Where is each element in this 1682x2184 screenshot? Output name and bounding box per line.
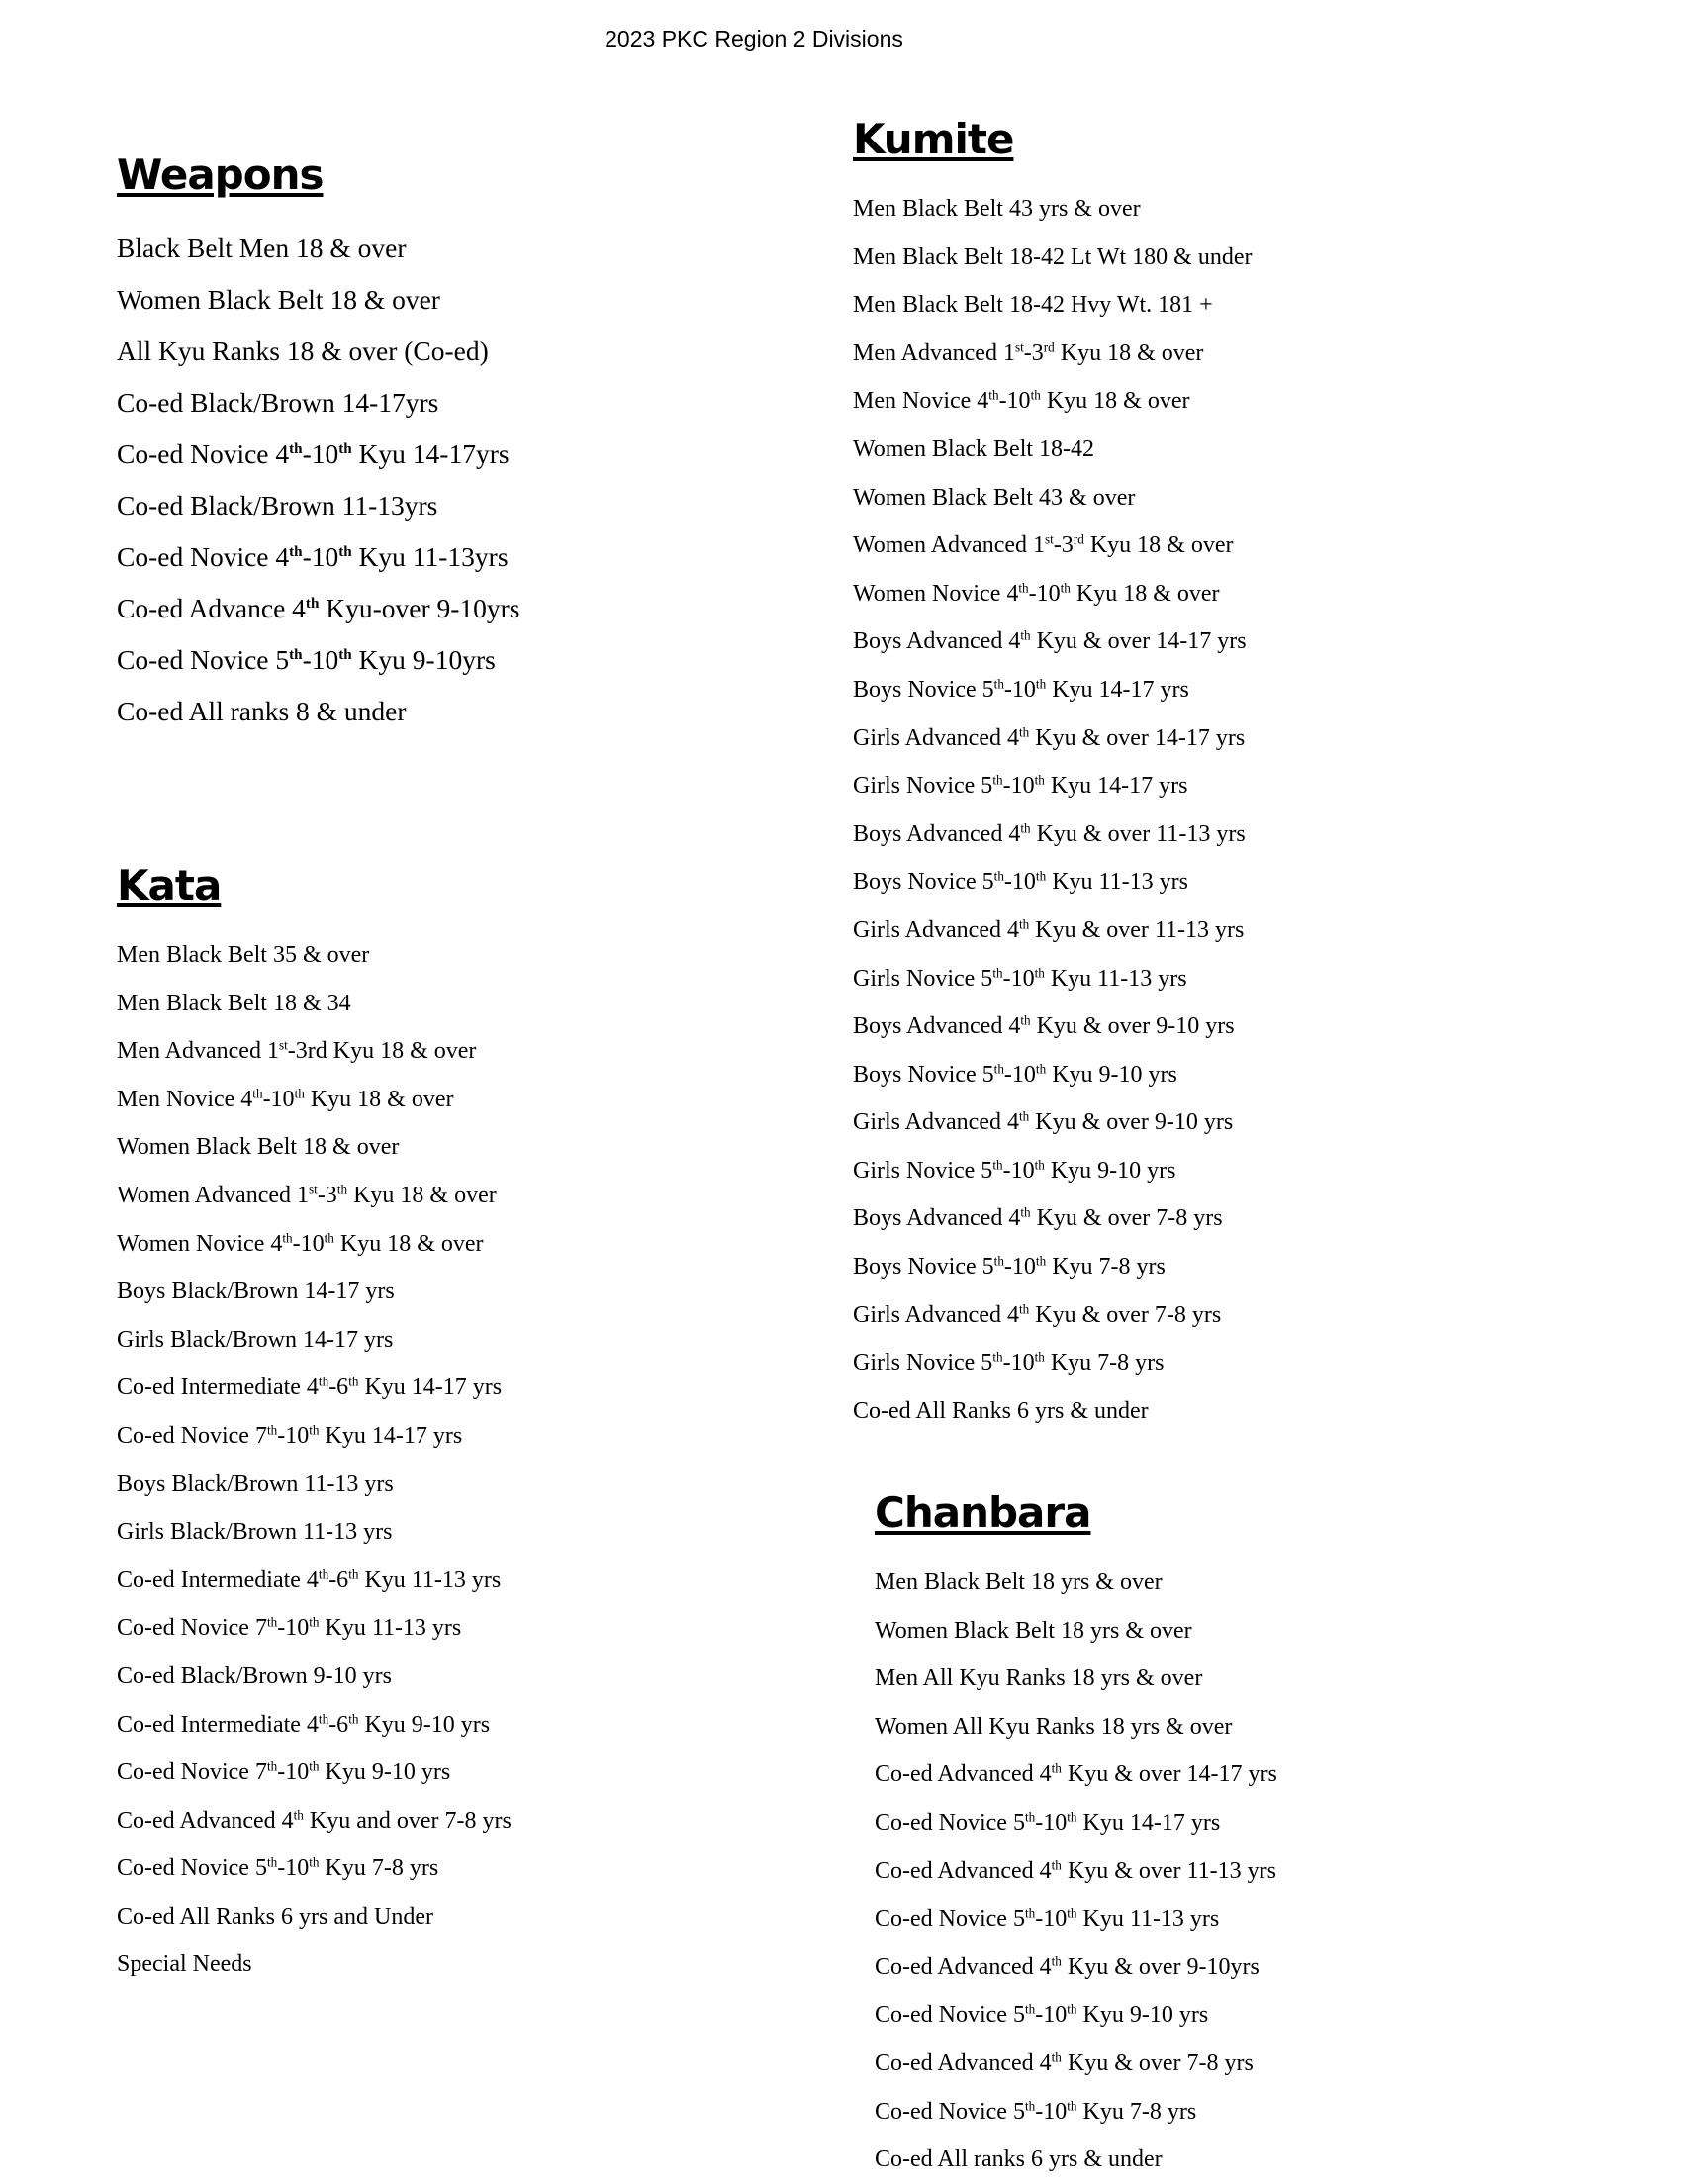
- ordinal-suffix: th: [266, 1422, 278, 1438]
- ordinal-suffix: th: [992, 964, 1003, 980]
- division-item: [117, 1604, 512, 1653]
- ordinal-suffix: th: [1067, 1905, 1077, 1921]
- ordinal-suffix: th: [266, 1854, 278, 1870]
- division-text: Women Black Belt 18 yrs & over: [875, 1617, 1192, 1644]
- division-text: -10: [302, 438, 339, 469]
- division-item: [875, 2040, 1277, 2088]
- division-item: [853, 522, 1253, 570]
- division-item: [117, 326, 520, 377]
- division-item: [117, 1268, 512, 1316]
- chanbara-heading: Chanbara: [875, 1488, 1091, 1537]
- division-text: Boys Advanced 4: [853, 1205, 1021, 1232]
- division-item: [853, 1243, 1253, 1291]
- division-text: -10: [1035, 2002, 1068, 2029]
- ordinal-suffix: st: [1045, 531, 1054, 547]
- division-text: Kyu 14-17yrs: [351, 438, 510, 469]
- division-text: Kyu & over 9-10 yrs: [1029, 1109, 1234, 1136]
- division-text: Kyu 9-10 yrs: [1044, 1157, 1176, 1184]
- division-text: Kyu 9-10yrs: [351, 644, 496, 675]
- division-text: Men Advanced 1: [117, 1038, 279, 1065]
- division-item: [117, 480, 520, 531]
- division-text: Co-ed Black/Brown 11-13yrs: [117, 490, 438, 521]
- ordinal-suffix: th: [1035, 868, 1047, 884]
- ordinal-suffix: th: [318, 1567, 329, 1582]
- ordinal-suffix: th: [1020, 1204, 1031, 1220]
- ordinal-suffix: rd: [1043, 339, 1055, 355]
- division-item: [117, 1461, 512, 1509]
- division-item: [117, 1412, 512, 1461]
- division-text: Co-ed Novice 5: [875, 1906, 1025, 1933]
- division-text: -6: [328, 1375, 349, 1401]
- division-text: Co-ed Intermediate 4: [117, 1375, 319, 1401]
- ordinal-suffix: th: [993, 676, 1004, 692]
- division-text: -10: [1002, 1157, 1035, 1184]
- division-item: [117, 1027, 512, 1076]
- division-item: [853, 1147, 1253, 1195]
- ordinal-suffix: th: [318, 1710, 329, 1726]
- division-item: [853, 474, 1253, 522]
- division-item: [853, 714, 1253, 763]
- division-item: [853, 330, 1253, 378]
- division-text: Kyu 18 & over: [347, 1182, 497, 1208]
- division-item: [853, 377, 1253, 426]
- ordinal-suffix: th: [1067, 2001, 1077, 2017]
- division-item: [117, 583, 520, 634]
- ordinal-suffix: th: [1020, 820, 1031, 836]
- division-text: Boys Advanced 4: [853, 1013, 1021, 1040]
- division-text: Girls Advanced 4: [853, 1109, 1019, 1136]
- ordinal-suffix: th: [992, 772, 1003, 788]
- division-text: Girls Novice 5: [853, 1350, 993, 1377]
- division-item: [875, 1991, 1277, 2040]
- division-text: Co-ed Advanced 4: [875, 1761, 1052, 1788]
- weapons-division-list: [117, 223, 520, 737]
- division-text: -6: [328, 1567, 349, 1593]
- ordinal-suffix: th: [1035, 676, 1047, 692]
- division-item: [875, 1655, 1277, 1703]
- kata-heading: Kata: [117, 861, 222, 909]
- division-text: Co-ed Novice 7: [117, 1759, 267, 1786]
- division-text: Boys Novice 5: [853, 1254, 994, 1281]
- ordinal-suffix: th: [252, 1086, 263, 1101]
- ordinal-suffix: th: [1018, 580, 1029, 596]
- division-item: [875, 1559, 1277, 1607]
- division-text: -10: [1003, 1254, 1036, 1281]
- division-text: Kyu-over 9-10yrs: [319, 593, 520, 623]
- division-item: [117, 1557, 512, 1605]
- division-text: Women All Kyu Ranks 18 yrs & over: [875, 1713, 1233, 1740]
- ordinal-suffix: th: [338, 647, 352, 664]
- ordinal-suffix: rd: [1073, 531, 1084, 547]
- division-text: Men Black Belt 18 & 34: [117, 990, 351, 1016]
- division-text: Women Novice 4: [117, 1230, 283, 1257]
- division-text: Co-ed Black/Brown 9-10 yrs: [117, 1662, 392, 1689]
- division-text: Kyu 9-10 yrs: [1076, 2002, 1209, 2029]
- ordinal-suffix: th: [1034, 964, 1045, 980]
- division-text: Co-ed Advanced 4: [117, 1807, 294, 1834]
- ordinal-suffix: th: [338, 441, 352, 458]
- division-text: Kyu & over 7-8 yrs: [1061, 2049, 1254, 2076]
- division-text: Co-ed Novice 5: [117, 1855, 267, 1882]
- ordinal-suffix: st: [278, 1037, 288, 1053]
- division-text: Kyu 18 & over: [304, 1086, 454, 1112]
- ordinal-suffix: th: [1051, 1760, 1062, 1776]
- division-text: Boys Novice 5: [853, 869, 994, 896]
- ordinal-suffix: th: [348, 1710, 359, 1726]
- ordinal-suffix: th: [336, 1182, 348, 1197]
- division-text: -10: [292, 1230, 325, 1257]
- ordinal-suffix: th: [293, 1807, 304, 1823]
- division-text: Kyu 14-17 yrs: [358, 1375, 503, 1401]
- division-item: [117, 931, 512, 980]
- division-text: -3: [1053, 532, 1074, 559]
- division-text: Co-ed All ranks 8 & under: [117, 696, 407, 726]
- ordinal-suffix: th: [282, 1229, 293, 1245]
- ordinal-suffix: th: [305, 596, 320, 613]
- kata-division-list: [117, 931, 512, 1989]
- division-item: [117, 1364, 512, 1412]
- division-text: Special Needs: [117, 1951, 252, 1978]
- division-text: Co-ed Novice 5: [117, 644, 290, 675]
- division-item: [117, 1941, 512, 1989]
- division-item: [853, 426, 1253, 474]
- ordinal-suffix: th: [318, 1374, 329, 1389]
- division-text: Co-ed Black/Brown 14-17yrs: [117, 387, 439, 418]
- division-text: Kyu 18 & over: [333, 1230, 484, 1257]
- division-text: Co-ed Advanced 4: [875, 1857, 1052, 1884]
- division-item: [117, 1508, 512, 1557]
- division-item: [853, 185, 1253, 234]
- ordinal-suffix: th: [1018, 916, 1030, 932]
- division-text: Kyu & over 14-17 yrs: [1061, 1761, 1277, 1788]
- division-text: Kyu 18 & over: [1040, 388, 1190, 415]
- ordinal-suffix: th: [992, 1349, 1003, 1365]
- division-item: [875, 2088, 1277, 2137]
- division-text: -3: [1023, 339, 1044, 366]
- division-text: Kyu & over 9-10 yrs: [1030, 1013, 1235, 1040]
- division-item: [117, 980, 512, 1028]
- division-item: [875, 1944, 1277, 1992]
- division-text: Men Advanced 1: [853, 339, 1015, 366]
- ordinal-suffix: th: [1018, 723, 1030, 739]
- division-text: Kyu 11-13 yrs: [1044, 965, 1187, 992]
- ordinal-suffix: th: [1018, 1301, 1030, 1317]
- division-text: -10: [1002, 965, 1035, 992]
- division-item: [853, 1387, 1253, 1436]
- ordinal-suffix: th: [1020, 1012, 1031, 1028]
- ordinal-suffix: th: [1024, 2001, 1036, 2017]
- division-text: Boys Novice 5: [853, 676, 994, 703]
- division-item: [117, 274, 520, 326]
- division-text: Men Black Belt 35 & over: [117, 942, 370, 968]
- chanbara-division-list: [875, 1559, 1277, 2184]
- division-text: Girls Novice 5: [853, 965, 993, 992]
- division-text: Co-ed Advanced 4: [875, 1953, 1052, 1980]
- division-item: [853, 955, 1253, 1003]
- division-text: -10: [1035, 1809, 1068, 1836]
- division-item: [853, 1051, 1253, 1099]
- division-item: [875, 1895, 1277, 1944]
- division-text: -10: [1003, 869, 1036, 896]
- ordinal-suffix: th: [289, 441, 303, 458]
- division-item: [853, 617, 1253, 666]
- division-item: [875, 1703, 1277, 1752]
- kumite-heading: Kumite: [853, 115, 1014, 163]
- ordinal-suffix: th: [992, 1157, 1003, 1173]
- ordinal-suffix: th: [1024, 2097, 1036, 2113]
- ordinal-suffix: th: [294, 1086, 305, 1101]
- division-text: Boys Black/Brown 11-13 yrs: [117, 1471, 394, 1497]
- division-text: Kyu 11-13 yrs: [319, 1615, 462, 1642]
- division-item: [117, 1653, 512, 1701]
- division-text: Girls Advanced 4: [853, 724, 1019, 751]
- ordinal-suffix: th: [1051, 1856, 1062, 1872]
- division-text: Co-ed Novice 7: [117, 1422, 267, 1449]
- division-text: Kyu 7-8 yrs: [1046, 1254, 1166, 1281]
- division-text: Kyu 18 & over: [1070, 580, 1220, 607]
- division-item: [117, 1701, 512, 1750]
- division-text: Kyu 7-8 yrs: [319, 1855, 439, 1882]
- ordinal-suffix: th: [993, 1253, 1004, 1269]
- division-text: Kyu 18 & over: [1054, 339, 1204, 366]
- division-text: -10: [277, 1422, 310, 1449]
- ordinal-suffix: th: [1034, 772, 1045, 788]
- division-item: [117, 1172, 512, 1220]
- division-text: Men Black Belt 18-42 Lt Wt 180 & under: [853, 243, 1253, 270]
- division-item: [853, 858, 1253, 906]
- division-item: [853, 906, 1253, 955]
- division-text: -10: [998, 388, 1031, 415]
- ordinal-suffix: th: [1035, 1061, 1047, 1077]
- division-text: Co-ed All Ranks 6 yrs & under: [853, 1397, 1149, 1424]
- division-text: Women Black Belt 18 & over: [117, 1134, 400, 1161]
- division-text: -10: [277, 1615, 310, 1642]
- division-text: Kyu & over 7-8 yrs: [1030, 1205, 1223, 1232]
- ordinal-suffix: st: [309, 1182, 318, 1197]
- division-item: [875, 1607, 1277, 1656]
- division-text: Kyu & over 7-8 yrs: [1029, 1301, 1222, 1328]
- division-item: [853, 234, 1253, 282]
- division-text: Men All Kyu Ranks 18 yrs & over: [875, 1665, 1203, 1692]
- division-item: [853, 666, 1253, 714]
- division-text: -10: [302, 541, 339, 572]
- division-text: -10: [1002, 773, 1035, 800]
- division-text: Boys Advanced 4: [853, 820, 1021, 847]
- division-text: Men Novice 4: [853, 388, 989, 415]
- division-text: Women Black Belt 43 & over: [853, 484, 1136, 511]
- division-text: Co-ed Novice 4: [117, 438, 290, 469]
- division-item: [117, 1316, 512, 1365]
- division-item: [117, 531, 520, 583]
- ordinal-suffix: th: [1018, 1108, 1030, 1124]
- division-item: [853, 1194, 1253, 1243]
- ordinal-suffix: th: [1034, 1349, 1045, 1365]
- division-text: Women Advanced 1: [853, 532, 1046, 559]
- division-item: [853, 1339, 1253, 1387]
- division-text: Men Black Belt 18-42 Hvy Wt. 181 +: [853, 292, 1213, 319]
- division-text: Co-ed Intermediate 4: [117, 1711, 319, 1738]
- division-text: Kyu 9-10 yrs: [358, 1711, 491, 1738]
- division-text: Co-ed All ranks 6 yrs & under: [875, 2146, 1163, 2173]
- ordinal-suffix: th: [988, 387, 999, 403]
- division-text: -10: [1035, 2098, 1068, 2125]
- division-text: Women Advanced 1: [117, 1182, 310, 1208]
- division-text: Women Black Belt 18-42: [853, 435, 1095, 462]
- division-text: Kyu 9-10 yrs: [319, 1759, 451, 1786]
- division-text: Men Novice 4: [117, 1086, 253, 1112]
- division-text: Co-ed Advance 4: [117, 593, 306, 623]
- weapons-heading: Weapons: [117, 150, 324, 199]
- division-text: Co-ed Novice 5: [875, 2002, 1025, 2029]
- ordinal-suffix: th: [266, 1614, 278, 1630]
- ordinal-suffix: th: [338, 544, 352, 561]
- division-text: Co-ed Novice 5: [875, 1809, 1025, 1836]
- kumite-division-list: [853, 185, 1253, 1435]
- division-item: [117, 223, 520, 274]
- division-text: -10: [1003, 676, 1036, 703]
- division-text: -3rd Kyu 18 & over: [287, 1038, 477, 1065]
- division-item: [117, 1220, 512, 1269]
- division-text: Girls Black/Brown 14-17 yrs: [117, 1326, 394, 1353]
- division-text: Girls Advanced 4: [853, 916, 1019, 943]
- division-text: Girls Novice 5: [853, 773, 993, 800]
- division-item: [117, 1749, 512, 1797]
- division-text: Kyu 11-13 yrs: [1046, 869, 1188, 896]
- division-text: -10: [1035, 1906, 1068, 1933]
- division-text: -10: [277, 1855, 310, 1882]
- division-text: Kyu 14-17 yrs: [1046, 676, 1189, 703]
- division-text: Kyu & over 11-13 yrs: [1029, 916, 1245, 943]
- ordinal-suffix: th: [993, 868, 1004, 884]
- ordinal-suffix: th: [993, 1061, 1004, 1077]
- division-text: -10: [302, 644, 339, 675]
- division-item: [853, 1002, 1253, 1051]
- division-text: Boys Advanced 4: [853, 628, 1021, 655]
- ordinal-suffix: th: [1035, 1253, 1047, 1269]
- division-text: Kyu 9-10 yrs: [1046, 1061, 1177, 1088]
- division-text: Kyu 11-13 yrs: [358, 1567, 502, 1593]
- division-text: Kyu 18 & over: [1083, 532, 1234, 559]
- division-text: Kyu & over 14-17 yrs: [1030, 628, 1247, 655]
- division-text: Kyu & over 11-13 yrs: [1030, 820, 1246, 847]
- ordinal-suffix: st: [1014, 339, 1024, 355]
- division-text: Men Black Belt 18 yrs & over: [875, 1569, 1163, 1595]
- ordinal-suffix: th: [348, 1567, 359, 1582]
- ordinal-suffix: th: [309, 1422, 320, 1438]
- division-text: Men Black Belt 43 yrs & over: [853, 196, 1141, 222]
- division-text: Girls Novice 5: [853, 1157, 993, 1184]
- ordinal-suffix: th: [309, 1758, 320, 1774]
- ordinal-suffix: th: [1067, 2097, 1077, 2113]
- division-text: Boys Novice 5: [853, 1061, 994, 1088]
- division-text: Kyu 14-17 yrs: [1076, 1809, 1221, 1836]
- division-item: [853, 281, 1253, 330]
- ordinal-suffix: th: [1051, 2049, 1062, 2065]
- division-text: -10: [277, 1759, 310, 1786]
- ordinal-suffix: th: [1020, 627, 1031, 643]
- division-text: Co-ed All Ranks 6 yrs and Under: [117, 1903, 433, 1930]
- division-item: [853, 810, 1253, 859]
- ordinal-suffix: th: [309, 1854, 320, 1870]
- division-item: [117, 1076, 512, 1124]
- division-text: Co-ed Intermediate 4: [117, 1567, 319, 1593]
- division-item: [875, 1799, 1277, 1848]
- division-text: Black Belt Men 18 & over: [117, 233, 407, 263]
- division-text: All Kyu Ranks 18 & over (Co-ed): [117, 335, 489, 366]
- division-text: Co-ed Advanced 4: [875, 2049, 1052, 2076]
- division-item: [853, 570, 1253, 618]
- division-item: [853, 762, 1253, 810]
- division-text: Girls Advanced 4: [853, 1301, 1019, 1328]
- ordinal-suffix: th: [1067, 1809, 1077, 1825]
- division-text: -10: [1028, 580, 1061, 607]
- division-item: [875, 2136, 1277, 2184]
- division-text: Kyu 11-13 yrs: [1076, 1906, 1220, 1933]
- division-item: [117, 1845, 512, 1893]
- division-text: -10: [262, 1086, 295, 1112]
- division-text: Co-ed Novice 4: [117, 541, 290, 572]
- division-item: [117, 428, 520, 480]
- division-text: Co-ed Novice 7: [117, 1615, 267, 1642]
- division-text: Kyu 7-8 yrs: [1044, 1350, 1165, 1377]
- ordinal-suffix: th: [289, 544, 303, 561]
- division-item: [853, 1098, 1253, 1147]
- division-text: Kyu 11-13yrs: [351, 541, 509, 572]
- ordinal-suffix: th: [1051, 1953, 1062, 1969]
- division-text: Kyu 14-17 yrs: [1044, 773, 1188, 800]
- division-text: Kyu 14-17 yrs: [319, 1422, 463, 1449]
- division-text: Girls Black/Brown 11-13 yrs: [117, 1519, 393, 1546]
- division-text: -10: [1003, 1061, 1036, 1088]
- ordinal-suffix: th: [1060, 580, 1071, 596]
- division-item: [117, 1893, 512, 1942]
- division-text: Kyu 7-8 yrs: [1076, 2098, 1197, 2125]
- division-item: [117, 634, 520, 686]
- division-text: -10: [1002, 1350, 1035, 1377]
- division-text: Kyu & over 9-10yrs: [1061, 1953, 1260, 1980]
- ordinal-suffix: th: [1030, 387, 1041, 403]
- ordinal-suffix: th: [289, 647, 303, 664]
- division-text: Kyu and over 7-8 yrs: [303, 1807, 512, 1834]
- division-text: Kyu & over 11-13 yrs: [1061, 1857, 1276, 1884]
- division-item: [853, 1291, 1253, 1340]
- ordinal-suffix: th: [266, 1758, 278, 1774]
- division-text: Women Novice 4: [853, 580, 1019, 607]
- division-text: Boys Black/Brown 14-17 yrs: [117, 1279, 395, 1305]
- division-text: Women Black Belt 18 & over: [117, 284, 440, 315]
- ordinal-suffix: th: [1024, 1809, 1036, 1825]
- ordinal-suffix: th: [1034, 1157, 1045, 1173]
- ordinal-suffix: th: [1024, 1905, 1036, 1921]
- division-item: [117, 377, 520, 428]
- ordinal-suffix: th: [309, 1614, 320, 1630]
- division-item: [117, 686, 520, 737]
- division-item: [875, 1751, 1277, 1799]
- division-text: Co-ed Novice 5: [875, 2098, 1025, 2125]
- division-text: Kyu & over 14-17 yrs: [1029, 724, 1246, 751]
- division-item: [117, 1123, 512, 1172]
- division-item: [117, 1797, 512, 1846]
- division-text: -6: [328, 1711, 349, 1738]
- division-item: [875, 1848, 1277, 1896]
- page-title: 2023 PKC Region 2 Divisions: [605, 26, 903, 51]
- division-text: -3: [317, 1182, 337, 1208]
- ordinal-suffix: th: [324, 1229, 334, 1245]
- ordinal-suffix: th: [348, 1374, 359, 1389]
